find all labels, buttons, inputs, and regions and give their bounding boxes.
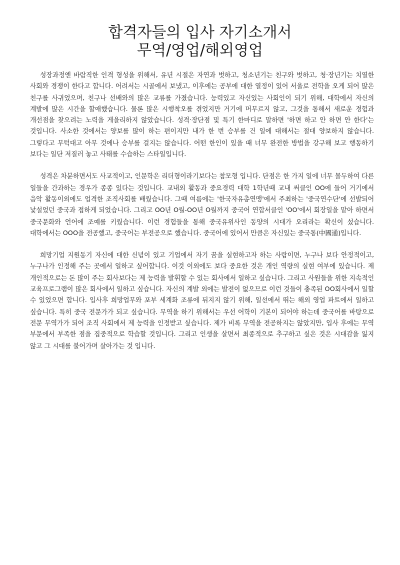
document-subtitle: 무역/영업/해외영업 xyxy=(136,41,264,59)
paragraph-activities-experience: 성격은 차분하면서도 사교적이고, 인문학은 리더형이라기보다는 참모형 입니다. 단점은 한 가지 일에 너무 몰두하여 다른 일들을 간과하는 경우가 종종 있다는 것입니다. 교내외 활동과 중요경력 대학 1학년때 교내 써클인 OO에 들어 거기에서 음악 활동이외에도 업격한 조직사회를 배웠습니다. 그때 여름에는 '한국자유총연맹'에서 주최하는 '중국연수단'에 선발되어 낯설었던 중국과 접하게 되었습니다. 그리고 OO년 O월-OO년 O월까지 중국어 연합서클인 'OO'에서 회장일을 맡아 하면서 중국문화와 언어에 조예를 키웠습니다. 이런 경험들을 통해 중국유위사인 동양의 시대가 오리라는 확신이 섰습니다. 대학에서는 OOO을 전공했고, 중국어는 부전공으로 했습니다. 중국어에 있어서 만큼은 자신있는 중국통(中國通)입니다. xyxy=(30,172,374,237)
document-title: 합격자들의 입사 자기소개서 xyxy=(108,23,292,41)
paragraph-motivation-aspiration: 희망기업 지원동기 자신에 대한 신념이 있고 기업에서 자기 꿈을 실현하고자 하는 사람이면, 누구나 보다 안정적이고, 누구나가 인정해 주는 곳에서 일하고 싶어합니다. 이것 이외에도 보다 중요한 것은 개인 역량의 실현 여부에 있습니다. 제 개인적으로는 돈 많이 주는 회사보다는 제 능력을 발휘할 수 있는 회사에서 일하고 싶습니다. 그리고 사원들을 위한 지속적인 교육프로그램이 많은 회사에서 일하고 싶습니다. 자신의 계발 외에는 발전이 없으므로 이런 것들이 충족된 OO회사에서 일할 수 있었으면 합니다. 입사후 희망업무와 포부 세계화 조류에 뒤지지 않기 위해, 일선에서 뛰는 해외 영업 파트에서 일하고 싶습니다. 특히 중국 전문가가 되고 싶습니다. 무역을 하기 위해서는 우선 어학이 기본이 되어야 하는데 중국어를 바탕으로 전문 무역가가 되어 조직 사회에서 제 능력을 인정받고 싶습니다. 제가 비록 무역을 전공하지는 않았지만, 입사 후에는 무역 부문에서 부족한 점을 집중적으로 학습할 것입니다. 그리고 인생을 살면서 최종적으로 추구하고 싶은 것은 시대감을 잃지 않고 그 시대를 불어가며 살아가는 것 입니다. xyxy=(30,251,374,350)
document-body xyxy=(30,70,374,363)
paragraph-growth-personality: 성장과정엔 바람직한 인격 형성을 위해서, 유년 시절은 자연과 벗하고, 청소년기는 친구와 벗하고, 청·장년기는 치열한 사회와 경쟁이 한다고 합니다. 어려서는 시골에서 보냈고, 이후에는 공부에 대한 열정이 있어 서울로 전학을 오게 되어 많은 친구를 사귀었으며, 친구나 선배와의 많은 교류를 가졌습니다. 능력있고 자신있는 사회인이 되기 위해, 대학에서 자신의 계발에 많은 시간을 할애했습니다. 물론 많은 시행착오를 겪었지만 거기에 머무르지 않고, 그것을 통해서 새로운 경험과 개선점을 찾으려는 노력을 게을리하지 않았습니다. 성격·장단점 및 특기 한마디로 말하면 '하면 하고 안 하면 안 한다'는 것입니다. 사소한 것에서는 양보를 많이 하는 편이지만 내가 한 번 승부를 건 일에 대해서는 절대 양보하지 않습니다. 그렇다고 무턱대고 아무 것에나 승부를 걸지는 않습니다. 어떤 한인이 있을 때 너무 완전한 방법을 강구해 보고 행동하기 보다는 일단 저질러 놓고 사태를 수습하는 스타일입니다. xyxy=(30,71,374,159)
